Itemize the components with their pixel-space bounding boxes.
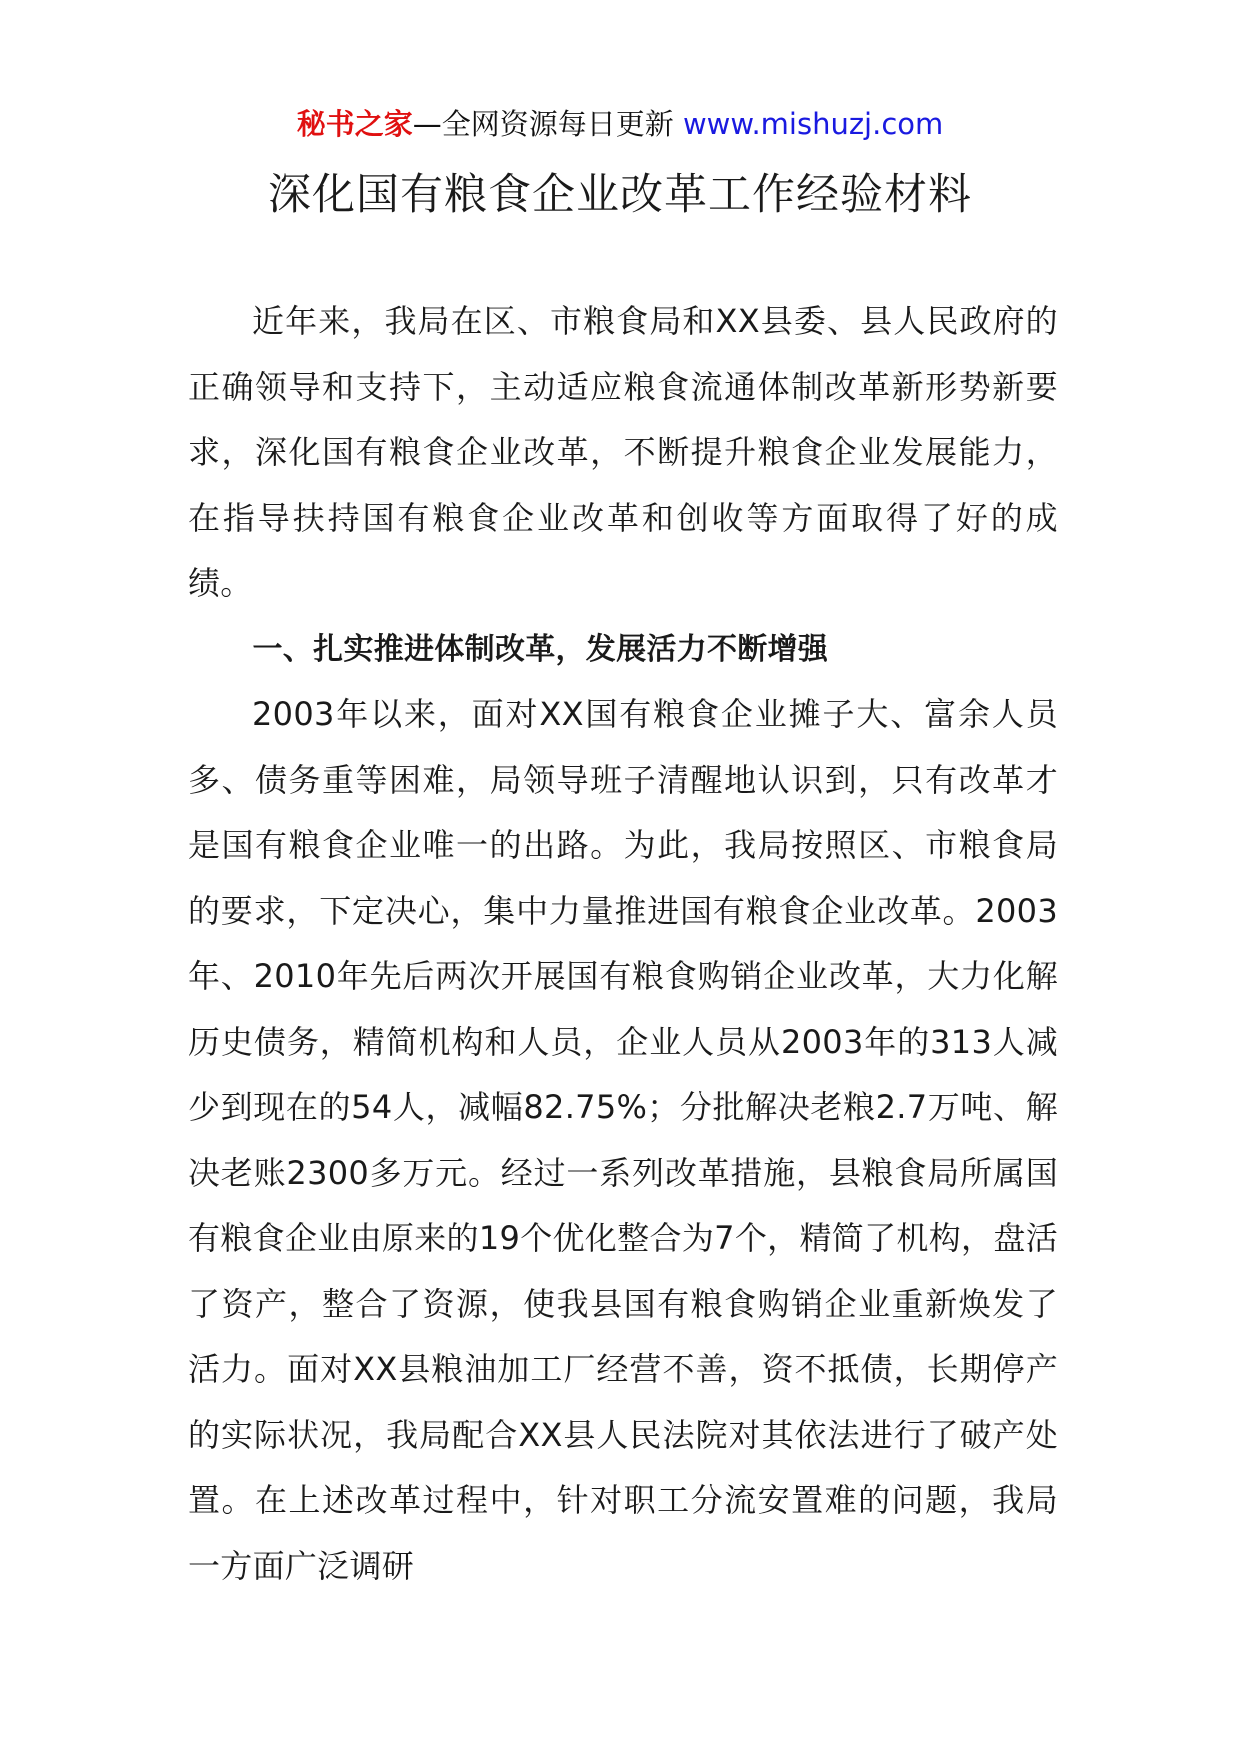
site-header	[0, 100, 1240, 148]
header-tagline: —全网资源每日更新	[412, 107, 674, 141]
document-body	[188, 289, 1058, 1599]
section-1-paragraph: 2003年以来，面对XX国有粮食企业摊子大、富余人员多、债务重等困难，局领导班子清醒地认识到，只有改革才是国有粮食企业唯一的出路。为此，我局按照区、市粮食局的要求，下定决心，集中力量推进国有粮食企业改革。2003年、2010年先后两次开展国有粮食购销企业改革，大力化解历史债务，精简机构和人员，企业人员从2003年的313人减少到现在的54人，减幅82.75%；分批解决老粮2.7万吨、解决老账2300多万元。经过一系列改革措施，县粮食局所属国有粮食企业由原来的19个优化整合为7个，精简了机构，盘活了资产，整合了资源，使我县国有粮食购销企业重新焕发了活力。面对XX县粮油加工厂经营不善，资不抵债，长期停产的实际状况，我局配合XX县人民法院对其依法进行了破产处置。在上述改革过程中，针对职工分流安置难的问题，我局一方面广泛调研	[188, 695, 1058, 1585]
document-title: 深化国有粮食企业改革工作经验材料	[268, 170, 972, 220]
intro-paragraph: 近年来，我局在区、市粮食局和XX县委、县人民政府的正确领导和支持下，主动适应粮食流通体制改革新形势新要求，深化国有粮食企业改革，不断提升粮食企业发展能力，在指导扶持国有粮食企业改革和创收等方面取得了好的成绩。	[188, 302, 1058, 602]
section-1-heading: 一、扎实推进体制改革，发展活力不断增强	[252, 631, 829, 667]
site-url-link[interactable]: www.mishuzj.com	[682, 107, 944, 141]
brand-name: 秘书之家	[296, 107, 413, 141]
